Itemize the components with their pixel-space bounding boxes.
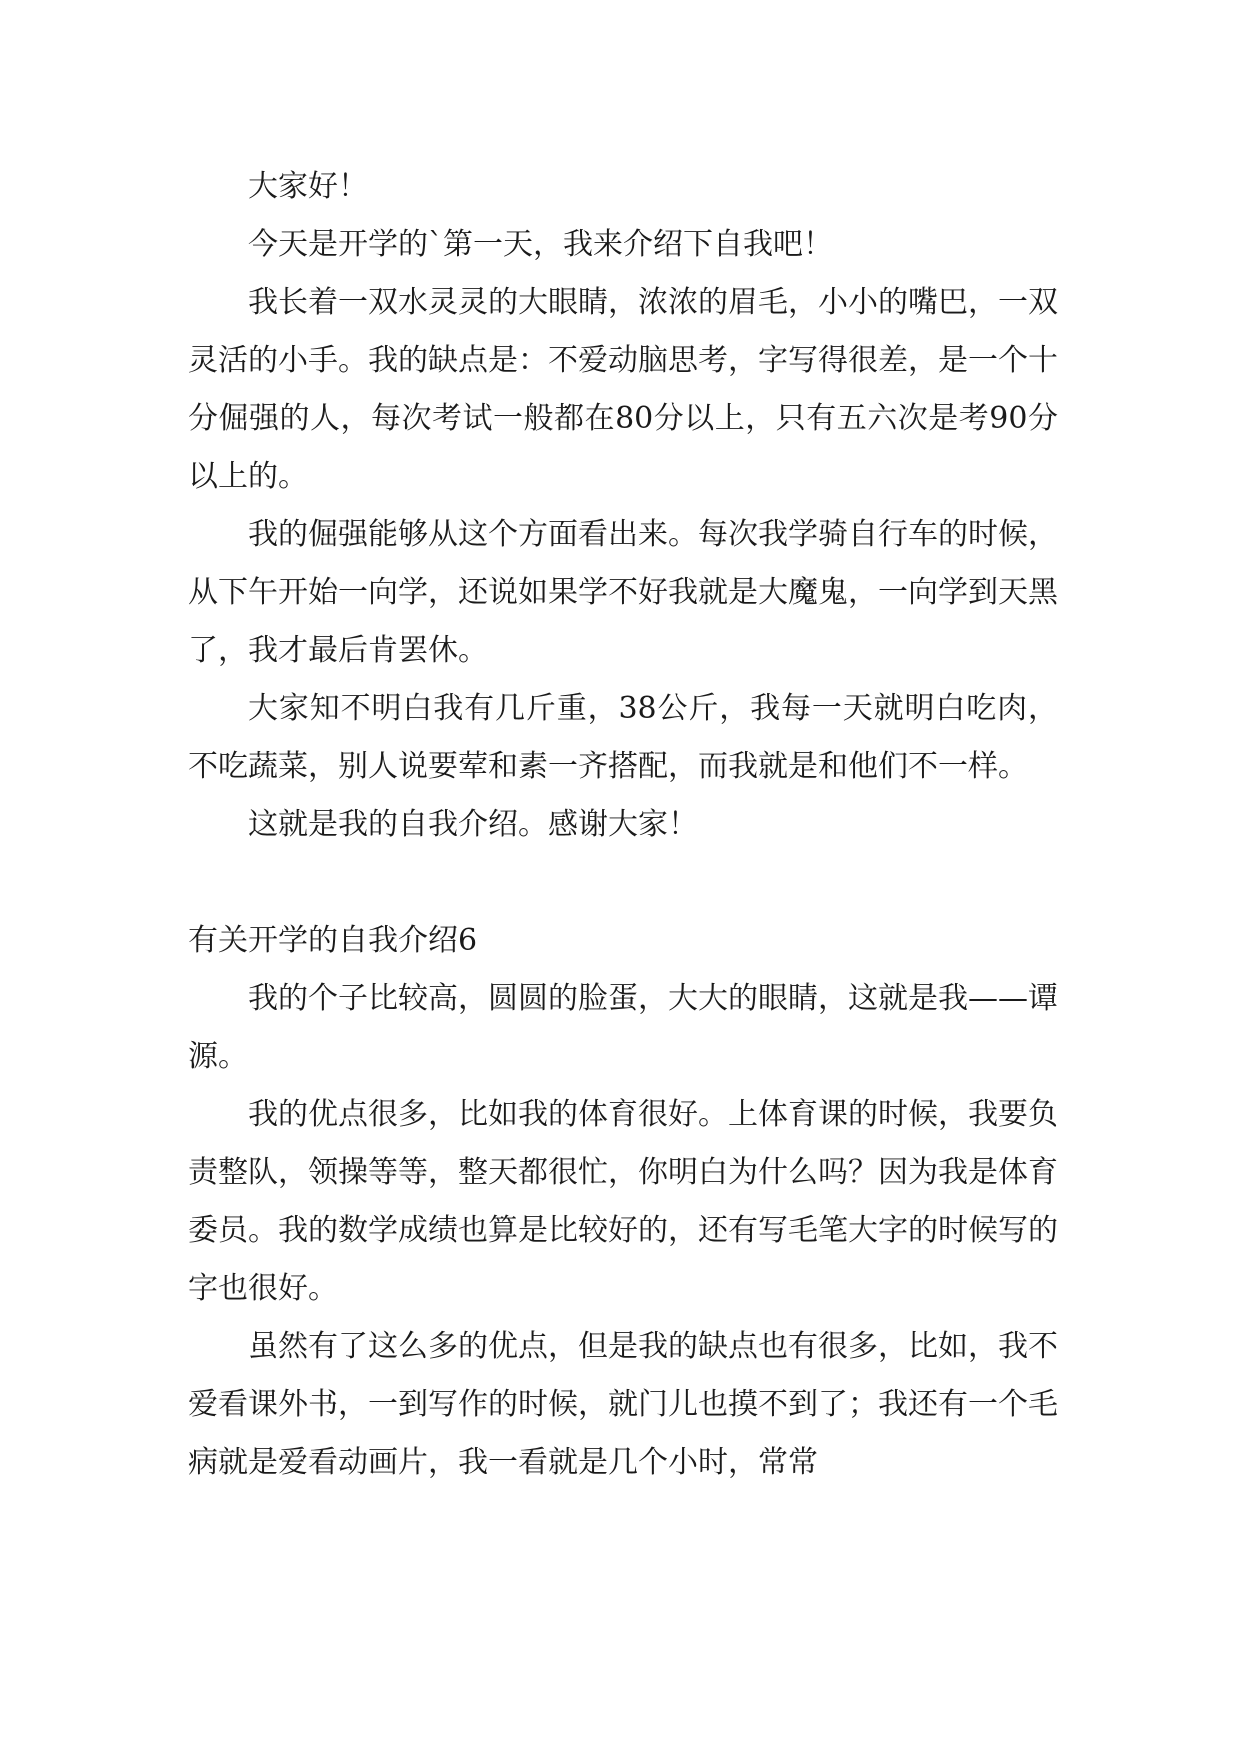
- paragraph-greeting: 大家好！: [248, 169, 368, 204]
- paragraph-intro: 今天是开学的`第一天，我来介绍下自我吧！: [248, 227, 833, 262]
- paragraph-self-description: 我的个子比较高，圆圆的脸蛋，大大的眼睛，这就是我——谭源。: [188, 981, 1058, 1074]
- section-heading: 有关开学的自我介绍6: [188, 923, 478, 958]
- paragraph-closing: 这就是我的自我介绍。感谢大家！: [248, 807, 698, 842]
- paragraph-weight: 大家知不明白我有几斤重，38公斤，我每一天就明白吃肉，不吃蔬菜，别人说要荤和素一齐搭配，而我就是和他们不一样。: [188, 691, 1058, 784]
- paragraph-weaknesses: 虽然有了这么多的优点，但是我的缺点也有很多，比如，我不爱看课外书，一到写作的时候，就门儿也摸不到了；我还有一个毛病就是爱看动画片，我一看就是几个小时，常常: [188, 1329, 1058, 1480]
- paragraph-appearance: 我长着一双水灵灵的大眼睛，浓浓的眉毛，小小的嘴巴，一双灵活的小手。我的缺点是：不爱动脑思考，字写得很差，是一个十分倔强的人，每次考试一般都在80分以上，只有五六次是考90分以上的。: [188, 285, 1058, 494]
- document-body: [188, 158, 1058, 1492]
- paragraph-strengths: 我的优点很多，比如我的体育很好。上体育课的时候，我要负责整队，领操等等，整天都很忙，你明白为什么吗？因为我是体育委员。我的数学成绩也算是比较好的，还有写毛笔大字的时候写的字也很好。: [188, 1097, 1058, 1306]
- paragraph-stubbornness: 我的倔强能够从这个方面看出来。每次我学骑自行车的时候，从下午开始一向学，还说如果学不好我就是大魔鬼，一向学到天黑了，我才最后肯罢休。: [188, 517, 1058, 668]
